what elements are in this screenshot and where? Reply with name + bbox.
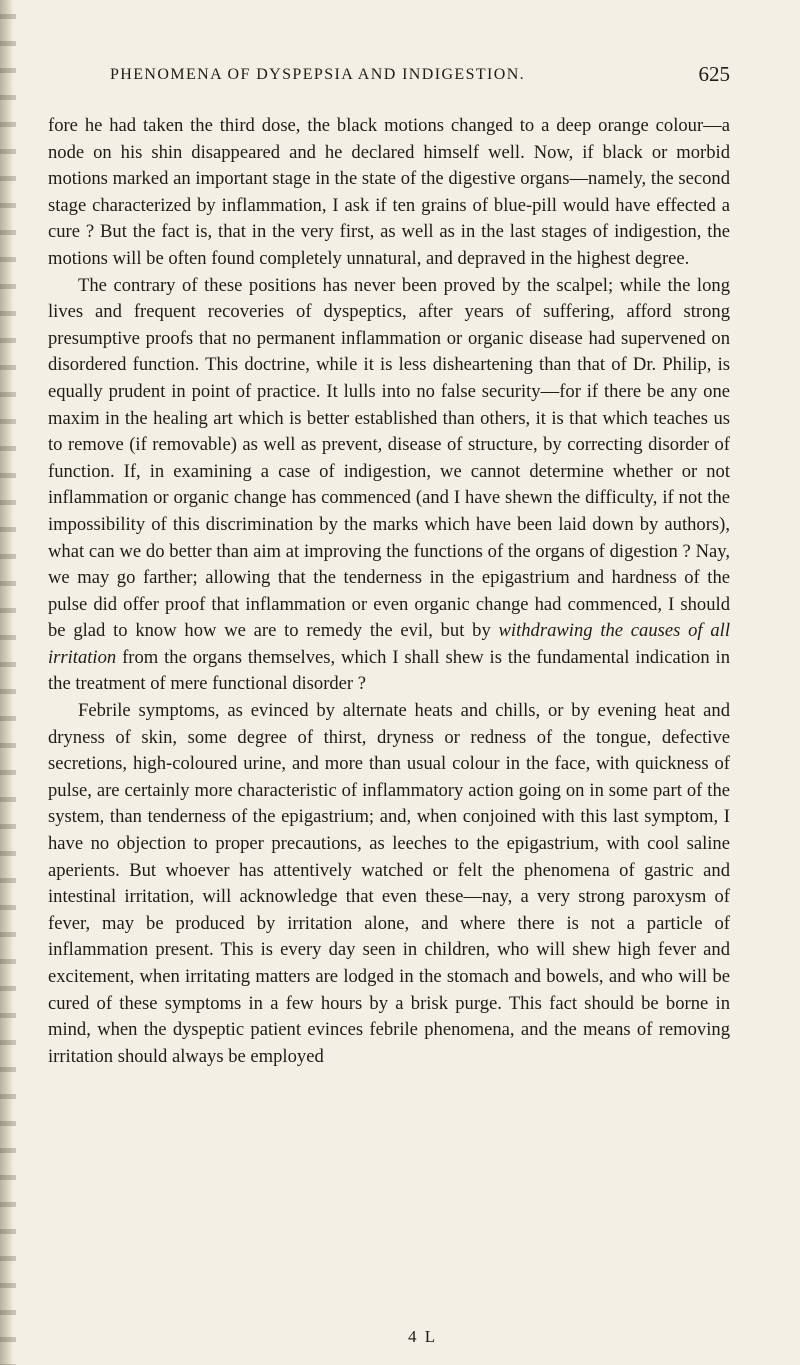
paragraph-text: The contrary of these positions has never been proved by the scalpel; while the long lives and frequent recoveries of dyspeptics, after years of suffering, afford strong presumptive proofs that no permanent inflammation or organic disease had supervened on disordered function. This doctrine, while it is less disheartening than that of Dr. Philip, is equally prudent in point of practice. It lulls into no false security—for if there be any one maxim in the healing art which is better established than others, it is that which teaches us to remove (if removable) as well as prevent, disease of structure, by correcting disorder of function. If, in examining a case of indigestion, we cannot determine whether or not inflammation or organic change has commenced (and I have shewn the difficulty, if not the impossibility of this discrimination by the marks which have been laid down by authors), what can we do better than aim at improving the functions of the organs of digestion ? Nay, we may go farther; allowing that the tenderness in the epigastrium and hardness of the pulse did offer proof that inflammation or even organic change had commenced, I should be glad to know how we are to remedy the evil, but by	[48, 274, 730, 642]
paragraph-text: from the organs themselves, which I shall shew is the fundamental indication in the treatment of mere functional disorder ?	[48, 646, 730, 695]
emphasized-text: withdrawing the causes of all irritation	[48, 620, 730, 668]
paragraph	[48, 273, 730, 699]
page-gutter-marks	[0, 0, 16, 1365]
paragraph	[48, 698, 730, 1070]
paragraph	[48, 113, 730, 273]
page-header	[110, 62, 730, 94]
paragraph-text: fore he had taken the third dose, the black motions changed to a deep orange colour—a node on his shin disappeared and he declared himself well. Now, if black or morbid motions marked an important stage in the state of the digestive organs—namely, the second stage characterized by inflammation, I ask if ten grains of blue-pill would have effected a cure ? But the fact is, that in the very first, as well as in the last stages of indigestion, the motions will be often found completely unnatural, and depraved in the highest degree.	[48, 115, 730, 269]
body-text	[48, 113, 730, 1070]
signature-mark: 4 L	[408, 1327, 438, 1346]
page-number: 625	[698, 62, 730, 86]
running-title: PHENOMENA OF DYSPEPSIA AND INDIGESTION.	[110, 66, 526, 83]
paragraph-text: Febrile symptoms, as evinced by alternate heats and chills, or by evening heat and dryness of skin, some degree of thirst, dryness or redness of the tongue, defective secretions, high-coloured urine, and more than usual colour in the face, with quickness of pulse, are certainly more characteristic of inflammatory action going on in some part of the system, than tenderness of the epigastrium; and, when conjoined with this last symptom, I have no objection to proper precautions, as leeches to the epigastrium, with cool saline aperients. But whoever has attentively watched or felt the phenomena of gastric and intestinal irritation, will acknowledge that even these—nay, a very strong paroxysm of fever, may be produced by irritation alone, and where there is not a particle of inflammation present. This is every day seen in children, who will shew high fever and excitement, when irritating matters are lodged in the stomach and bowels, and who will be cured of these symptoms in a few hours by a brisk purge. This fact should be borne in mind, when the dyspeptic patient evinces febrile phenomena, and the means of removing irritation should always be employed	[48, 700, 730, 1067]
